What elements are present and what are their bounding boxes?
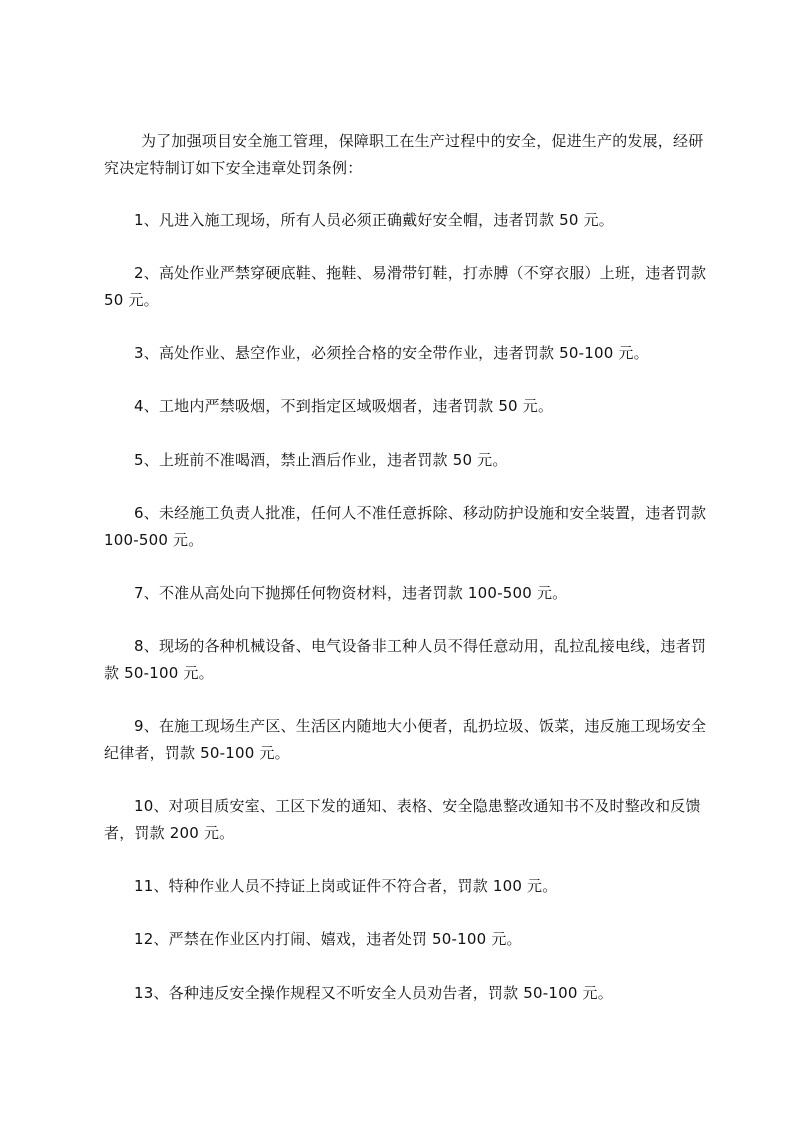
rule-item-2: 2、高处作业严禁穿硬底鞋、拖鞋、易滑带钉鞋，打赤膊（不穿衣服）上班，违者罚款 50 元。: [104, 264, 707, 309]
rule-item-12: 12、严禁在作业区内打闹、嬉戏，违者处罚 50-100 元。: [134, 930, 522, 948]
rule-item-1: 1、凡进入施工现场，所有人员必须正确戴好安全帽，违者罚款 50 元。: [134, 211, 614, 229]
rule-item-10: 10、对项目质安室、工区下发的通知、表格、安全隐患整改通知书不及时整改和反馈者，罚款 200 元。: [104, 797, 701, 842]
rule-item-8: 8、现场的各种机械设备、电气设备非工种人员不得任意动用，乱拉乱接电线，违者罚款 50-100 元。: [104, 637, 707, 682]
rule-item-13: 13、各种违反安全操作规程又不听安全人员劝告者，罚款 50-100 元。: [134, 984, 613, 1002]
rule-item-9: 9、在施工现场生产区、生活区内随地大小便者，乱扔垃圾、饭菜，违反施工现场安全纪律者，罚款 50-100 元。: [104, 717, 707, 762]
rule-item-3: 3、高处作业、悬空作业，必须拴合格的安全带作业，违者罚款 50-100 元。: [134, 344, 649, 362]
rule-item-7: 7、不准从高处向下抛掷任何物资材料，违者罚款 100-500 元。: [134, 584, 568, 602]
intro-paragraph: 为了加强项目安全施工管理，保障职工在生产过程中的安全，促进生产的发展，经研究决定特制订如下安全违章处罚条例：: [104, 132, 704, 177]
rule-item-4: 4、工地内严禁吸烟，不到指定区域吸烟者，违者罚款 50 元。: [134, 397, 554, 415]
rule-item-11: 11、特种作业人员不持证上岗或证件不符合者，罚款 100 元。: [134, 877, 558, 895]
rule-item-5: 5、上班前不准喝酒，禁止酒后作业，违者罚款 50 元。: [134, 451, 508, 469]
rule-item-6: 6、未经施工负责人批准，任何人不准任意拆除、移动防护设施和安全装置，违者罚款 100-500 元。: [104, 504, 707, 549]
